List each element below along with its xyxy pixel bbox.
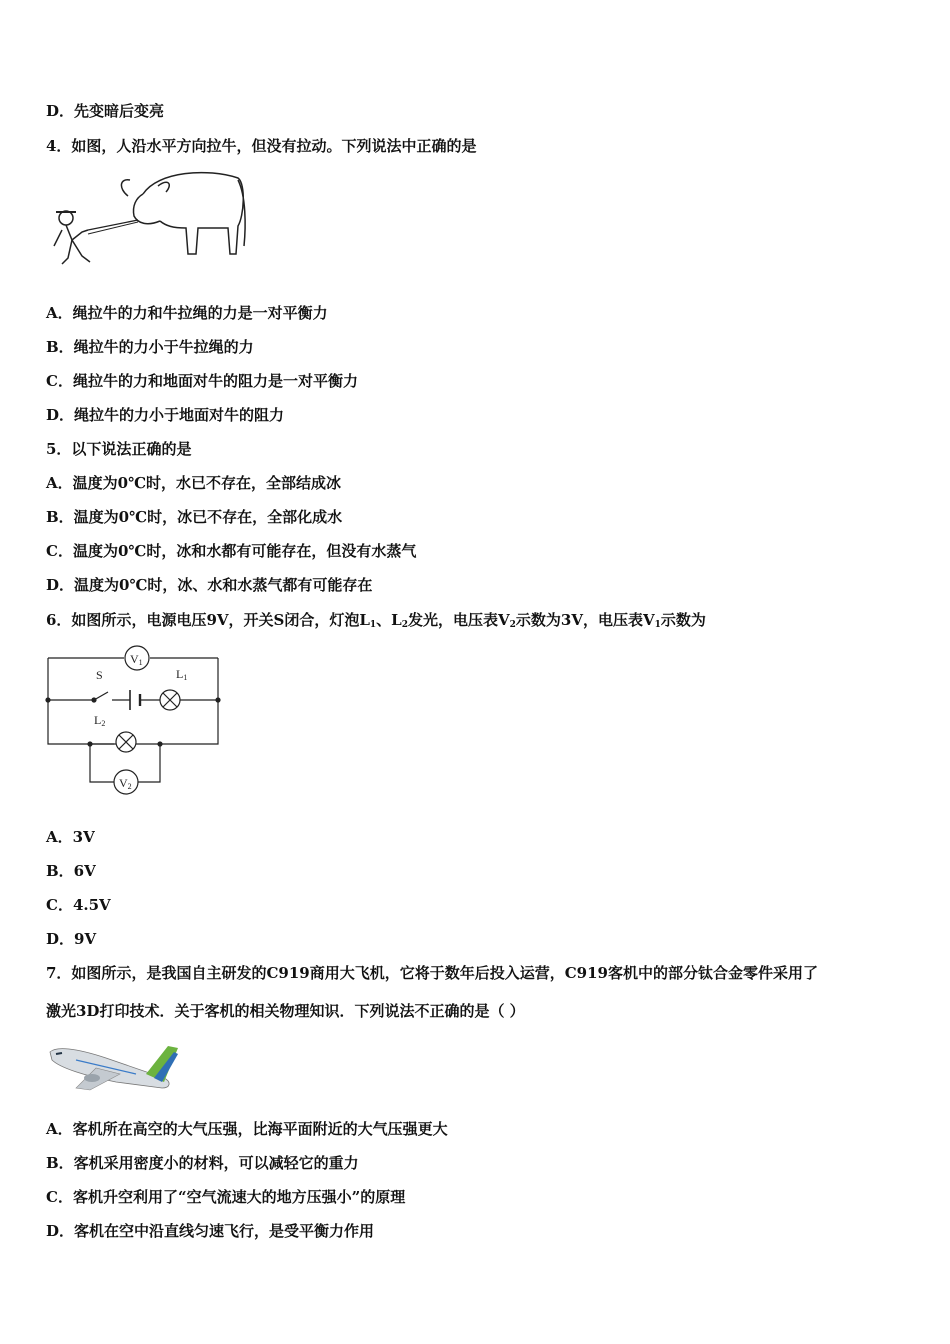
q5-option-c: C．温度为0℃时，冰和水都有可能存在，但没有水蒸气 <box>46 542 417 560</box>
q4-option-b: B．绳拉牛的力小于牛拉绳的力 <box>46 338 254 356</box>
circuit-diagram <box>44 644 224 796</box>
l1-label: L1 <box>176 667 188 682</box>
person-icon <box>59 211 73 225</box>
v1-label: V1 <box>130 652 143 667</box>
ox-icon <box>143 173 243 254</box>
q7-option-a: A．客机所在高空的大气压强，比海平面附近的大气压强更大 <box>46 1120 448 1138</box>
switch-label: S <box>96 668 103 682</box>
q6-stem: 6．如图所示，电源电压9V，开关S闭合，灯泡$L_1$、$L_2$发光，电压表$V_2$示数为3V，电压表$V_1$示数为 <box>46 611 706 630</box>
q6-option-d: D．9V <box>46 930 97 948</box>
ox-pulling-figure <box>48 166 248 276</box>
q6-option-b: B．6V <box>46 862 96 880</box>
q5-option-d: D．温度为0℃时，冰、水和水蒸气都有可能存在 <box>46 576 373 594</box>
q4-option-a: A．绳拉牛的力和牛拉绳的力是一对平衡力 <box>46 304 328 322</box>
q7-stem-line1: 7．如图所示，是我国自主研发的C919商用大飞机，它将于数年后投入运营，C919客机中的部分钛合金零件采用了 <box>46 964 818 982</box>
q4-option-d: D．绳拉牛的力小于地面对牛的阻力 <box>46 406 285 424</box>
q6-option-a: A．3V <box>46 828 95 846</box>
q5-stem: 5．以下说法正确的是 <box>46 440 192 458</box>
q7-option-b: B．客机采用密度小的材料，可以减轻它的重力 <box>46 1154 359 1172</box>
v2-label: V2 <box>119 776 132 791</box>
q5-option-a: A．温度为0℃时，水已不存在，全部结成冰 <box>46 474 342 492</box>
l2-label: L2 <box>94 713 106 728</box>
q6-option-c: C．4.5V <box>46 896 111 914</box>
q7-option-d: D．客机在空中沿直线匀速飞行，是受平衡力作用 <box>46 1222 375 1240</box>
q5-option-b: B．温度为0℃时，冰已不存在，全部化成水 <box>46 508 343 526</box>
q4-option-c: C．绳拉牛的力和地面对牛的阻力是一对平衡力 <box>46 372 358 390</box>
q3-option-d: D．先变暗后变亮 <box>46 102 165 120</box>
q7-option-c: C．客机升空利用了“空气流速大的地方压强小”的原理 <box>46 1188 406 1206</box>
q7-stem-line2: 激光3D打印技术．关于客机的相关物理知识．下列说法不正确的是（ ） <box>46 1002 525 1020</box>
c919-airplane-figure <box>46 1038 182 1094</box>
q4-stem: 4．如图，人沿水平方向拉牛，但没有拉动。下列说法中正确的是 <box>46 137 477 155</box>
airplane-icon <box>50 1046 178 1090</box>
